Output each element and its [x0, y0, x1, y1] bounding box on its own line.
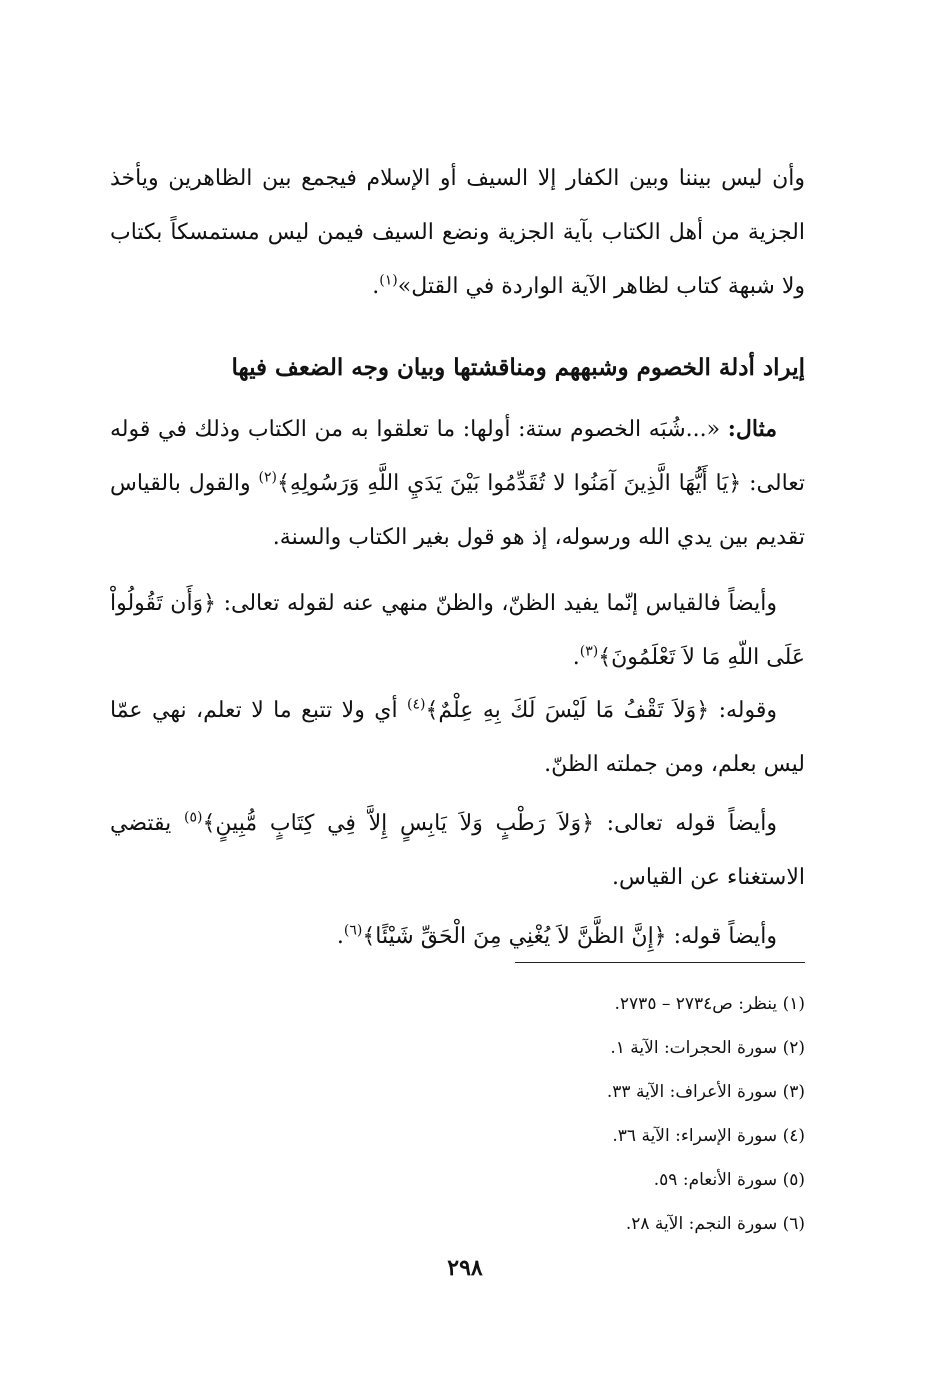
page-body	[110, 0, 805, 1375]
section-heading: إيراد أدلة الخصوم وشبههم ومناقشتها وبيان وجه الضعف فيها	[231, 354, 805, 382]
paragraph-1-end: .	[372, 274, 380, 299]
paragraph-4-text-b: أي ولا تتبع ما لا تعلم، نهي عمّا ليس بعلم، ومن جملته الظنّ.	[110, 698, 805, 777]
footnote-ref-6[interactable]: (٦)	[343, 922, 363, 939]
footnotes-list	[110, 982, 805, 1246]
paragraph-5-text-b: يقتضي الاستغناء عن القياس.	[110, 811, 805, 890]
paragraph-2	[110, 402, 805, 565]
footnote-3: (٣) سورة الأعراف: الآية ٣٣.	[606, 1082, 805, 1102]
page-number: ٢٩٨	[447, 1255, 483, 1281]
paragraph-4-text-a: وقوله: ﴿وَلاَ تَقْفُ مَا لَيْسَ لَكَ بِهِ عِلْمٌ﴾	[425, 698, 777, 723]
footnote-1: (١) ينظر: ص٢٧٣٤ – ٢٧٣٥.	[614, 994, 805, 1014]
paragraph-3-text: وأيضاً فالقياس إنّما يفيد الظنّ، والظنّ منهي عنه لقوله تعالى: ﴿وَأَن تَقُولُواْ عَلَى اللّهِ مَا لاَ تَعْلَمُونَ﴾	[110, 591, 805, 670]
footnote-ref-1[interactable]: (١)	[379, 272, 398, 289]
paragraph-2-text-a: «...شُبَه الخصوم ستة: أولها: ما تعلقوا به من الكتاب وذلك في قوله تعالى: ﴿يَا أَيُّهَا الَّذِينَ آمَنُوا لا تُقَدِّمُوا بَيْنَ يَدَيِ اللَّهِ وَرَسُولِهِ﴾	[110, 417, 806, 496]
footnote-2: (٢) سورة الحجرات: الآية ١.	[610, 1038, 805, 1058]
paragraph-6-end: .	[336, 924, 344, 949]
footnote-6: (٦) سورة النجم: الآية ٢٨.	[625, 1214, 805, 1234]
footnote-ref-4[interactable]: (٤)	[407, 696, 426, 713]
example-label: مثال:	[727, 416, 777, 442]
paragraph-3	[110, 577, 805, 685]
footnote-ref-5[interactable]: (٥)	[184, 809, 203, 826]
footnote-divider	[515, 962, 805, 963]
paragraph-6-text: وأيضاً قوله: ﴿إِنَّ الظَّنَّ لاَ يُغْنِي مِنَ الْحَقِّ شَيْئًا﴾	[362, 924, 777, 949]
paragraph-2-text-b: والقول بالقياس تقديم بين يدي الله ورسوله، إذ هو قول بغير الكتاب والسنة.	[110, 471, 805, 550]
footnote-ref-3[interactable]: (٣)	[579, 643, 599, 660]
paragraph-5-text-a: وأيضاً قوله تعالى: ﴿وَلاَ رَطْبٍ وَلاَ يَابِسٍ إِلاَّ فِي كِتَابٍ مُّبِينٍ﴾	[202, 811, 777, 836]
paragraph-1-text: وأن ليس بيننا وبين الكفار إلا السيف أو الإسلام فيجمع بين الظاهرين ويأخذ الجزية من أهل الكتاب بآية الجزية ونضع السيف فيمن ليس مستمسكاً بكتاب ولا شبهة كتاب لظاهر الآية الواردة في القتل»	[110, 166, 805, 299]
paragraph-6	[110, 910, 805, 964]
paragraph-1	[110, 152, 805, 314]
footnote-4: (٤) سورة الإسراء: الآية ٣٦.	[612, 1126, 805, 1146]
footnote-5: (٥) سورة الأنعام: ٥٩.	[653, 1170, 805, 1190]
footnote-ref-2[interactable]: (٢)	[258, 469, 277, 486]
paragraph-4	[110, 684, 805, 792]
paragraph-5	[110, 797, 805, 905]
paragraph-3-end: .	[572, 645, 580, 670]
